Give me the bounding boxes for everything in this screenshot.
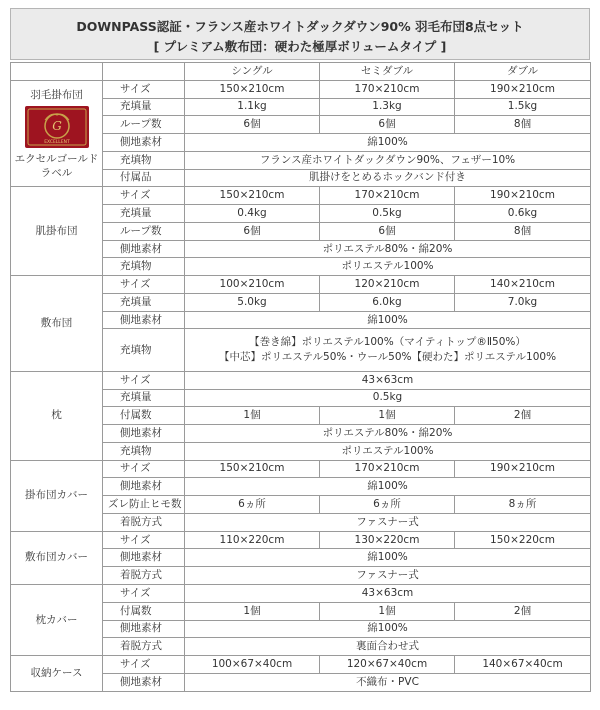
header-blank <box>11 63 103 81</box>
cell-all: 綿100% <box>185 134 591 152</box>
cell-all: 43×63cm <box>185 371 591 389</box>
table-row <box>11 656 591 674</box>
cell-all: 0.5kg <box>185 389 591 407</box>
cell-double: 190×210cm <box>455 187 591 205</box>
cell-all: ファスナー式 <box>185 513 591 531</box>
category-storage-case: 収納ケース <box>11 656 103 692</box>
cell-all: 綿100% <box>185 311 591 329</box>
row-label: 充填量 <box>103 205 185 223</box>
cell-all: 綿100% <box>185 478 591 496</box>
cell-single: 6ヵ所 <box>185 496 320 514</box>
row-label: 充填物 <box>103 258 185 276</box>
title-line-2: [ プレミアム敷布団：硬わた極厚ボリュームタイプ ] <box>153 39 447 54</box>
cell-all: 不織布・PVC <box>185 673 591 691</box>
row-label: 側地素材 <box>103 673 185 691</box>
title-line-1: DOWNPASS認証・フランス産ホワイトダックダウン90% 羽毛布団8点セット <box>76 19 524 34</box>
cell-all: ポリエステル80%・綿20% <box>185 425 591 443</box>
header-single: シングル <box>185 63 320 81</box>
row-label: ループ数 <box>103 116 185 134</box>
row-label: 側地素材 <box>103 478 185 496</box>
cell-double: 7.0kg <box>455 293 591 311</box>
table-row <box>11 584 591 602</box>
table-row <box>11 80 591 98</box>
category-mattress: 敷布団 <box>11 276 103 372</box>
cell-all <box>185 329 591 371</box>
cell-double: 150×220cm <box>455 531 591 549</box>
row-label: 側地素材 <box>103 620 185 638</box>
category-sub-label-2: ラベル <box>40 166 73 179</box>
cell-semidouble: 6個 <box>320 222 455 240</box>
cell-double: 140×67×40cm <box>455 656 591 674</box>
cell-double: 190×210cm <box>455 80 591 98</box>
category-comforter <box>11 80 103 187</box>
row-label: 着脱方式 <box>103 513 185 531</box>
cell-semidouble: 120×67×40cm <box>320 656 455 674</box>
row-label: サイズ <box>103 371 185 389</box>
row-label: 充填量 <box>103 98 185 116</box>
row-label: ループ数 <box>103 222 185 240</box>
cell-single: 100×210cm <box>185 276 320 294</box>
filling-line-2: 【中芯】ポリエステル50%・ウール50%【硬わた】ポリエステル100% <box>218 351 557 364</box>
cell-semidouble: 130×220cm <box>320 531 455 549</box>
category-pillow-cover: 枕カバー <box>11 584 103 655</box>
row-label: ズレ防止ヒモ数 <box>103 496 185 514</box>
cell-all: フランス産ホワイトダックダウン90%、フェザー10% <box>185 151 591 169</box>
table-header-row <box>11 63 591 81</box>
cell-semidouble: 120×210cm <box>320 276 455 294</box>
category-mattress-cover: 敷布団カバー <box>11 531 103 584</box>
cell-single: 6個 <box>185 222 320 240</box>
row-label: 充填物 <box>103 329 185 371</box>
excel-gold-label-icon <box>25 106 89 148</box>
header-double: ダブル <box>455 63 591 81</box>
cell-single: 150×210cm <box>185 80 320 98</box>
spec-table <box>10 62 591 692</box>
cell-semidouble: 6ヵ所 <box>320 496 455 514</box>
cell-single: 0.4kg <box>185 205 320 223</box>
cell-double: 8個 <box>455 116 591 134</box>
row-label: サイズ <box>103 80 185 98</box>
row-label: 着脱方式 <box>103 567 185 585</box>
row-label: サイズ <box>103 187 185 205</box>
cell-semidouble: 6個 <box>320 116 455 134</box>
cell-single: 100×67×40cm <box>185 656 320 674</box>
cell-all: ポリエステル100% <box>185 258 591 276</box>
cell-all: ポリエステル100% <box>185 442 591 460</box>
row-label: 側地素材 <box>103 549 185 567</box>
cell-all: 綿100% <box>185 620 591 638</box>
cell-double: 190×210cm <box>455 460 591 478</box>
row-label: 付属数 <box>103 602 185 620</box>
category-name: 羽毛掛布団 <box>30 88 83 101</box>
cell-semidouble: 1個 <box>320 407 455 425</box>
cell-single: 1個 <box>185 407 320 425</box>
cell-double: 1.5kg <box>455 98 591 116</box>
table-row <box>11 371 591 389</box>
cell-semidouble: 1.3kg <box>320 98 455 116</box>
cell-single: 1個 <box>185 602 320 620</box>
cell-semidouble: 170×210cm <box>320 460 455 478</box>
category-sub-label-1: エクセルゴールド <box>14 152 99 165</box>
header-blank <box>103 63 185 81</box>
row-label: 側地素材 <box>103 425 185 443</box>
cell-single: 5.0kg <box>185 293 320 311</box>
row-label: 付属数 <box>103 407 185 425</box>
row-label: サイズ <box>103 276 185 294</box>
cell-semidouble: 6.0kg <box>320 293 455 311</box>
cell-double: 2個 <box>455 407 591 425</box>
cell-single: 6個 <box>185 116 320 134</box>
cell-double: 2個 <box>455 602 591 620</box>
row-label: 充填量 <box>103 389 185 407</box>
table-row <box>11 460 591 478</box>
row-label: 充填物 <box>103 442 185 460</box>
filling-line-1: 【巻き綿】ポリエステル100%（マイティトップ®Ⅱ50%） <box>249 336 526 349</box>
cell-single: 110×220cm <box>185 531 320 549</box>
row-label: サイズ <box>103 531 185 549</box>
cell-all: 43×63cm <box>185 584 591 602</box>
cell-semidouble: 0.5kg <box>320 205 455 223</box>
row-label: サイズ <box>103 460 185 478</box>
category-light-blanket: 肌掛布団 <box>11 187 103 276</box>
row-label: サイズ <box>103 584 185 602</box>
title-banner <box>10 8 590 60</box>
cell-double: 8ヵ所 <box>455 496 591 514</box>
cell-single: 1.1kg <box>185 98 320 116</box>
category-comforter-cover: 掛布団カバー <box>11 460 103 531</box>
row-label: 充填量 <box>103 293 185 311</box>
table-row <box>11 276 591 294</box>
cell-single: 150×210cm <box>185 460 320 478</box>
cell-semidouble: 170×210cm <box>320 187 455 205</box>
cell-single: 150×210cm <box>185 187 320 205</box>
cell-all: ファスナー式 <box>185 567 591 585</box>
cell-all: 肌掛けをとめるホックバンド付き <box>185 169 591 187</box>
row-label: 着脱方式 <box>103 638 185 656</box>
header-semidouble: セミダブル <box>320 63 455 81</box>
row-label: 付属品 <box>103 169 185 187</box>
cell-double: 8個 <box>455 222 591 240</box>
svg-text:EXCELLENT: EXCELLENT <box>43 139 70 145</box>
row-label: 側地素材 <box>103 311 185 329</box>
table-row <box>11 187 591 205</box>
row-label: 側地素材 <box>103 134 185 152</box>
table-row <box>11 531 591 549</box>
row-label: 充填物 <box>103 151 185 169</box>
cell-all: ポリエステル80%・綿20% <box>185 240 591 258</box>
row-label: サイズ <box>103 656 185 674</box>
cell-semidouble: 170×210cm <box>320 80 455 98</box>
cell-semidouble: 1個 <box>320 602 455 620</box>
svg-text:G: G <box>51 118 62 133</box>
cell-double: 140×210cm <box>455 276 591 294</box>
category-pillow: 枕 <box>11 371 103 460</box>
cell-all: 裏面合わせ式 <box>185 638 591 656</box>
cell-all: 綿100% <box>185 549 591 567</box>
cell-double: 0.6kg <box>455 205 591 223</box>
row-label: 側地素材 <box>103 240 185 258</box>
